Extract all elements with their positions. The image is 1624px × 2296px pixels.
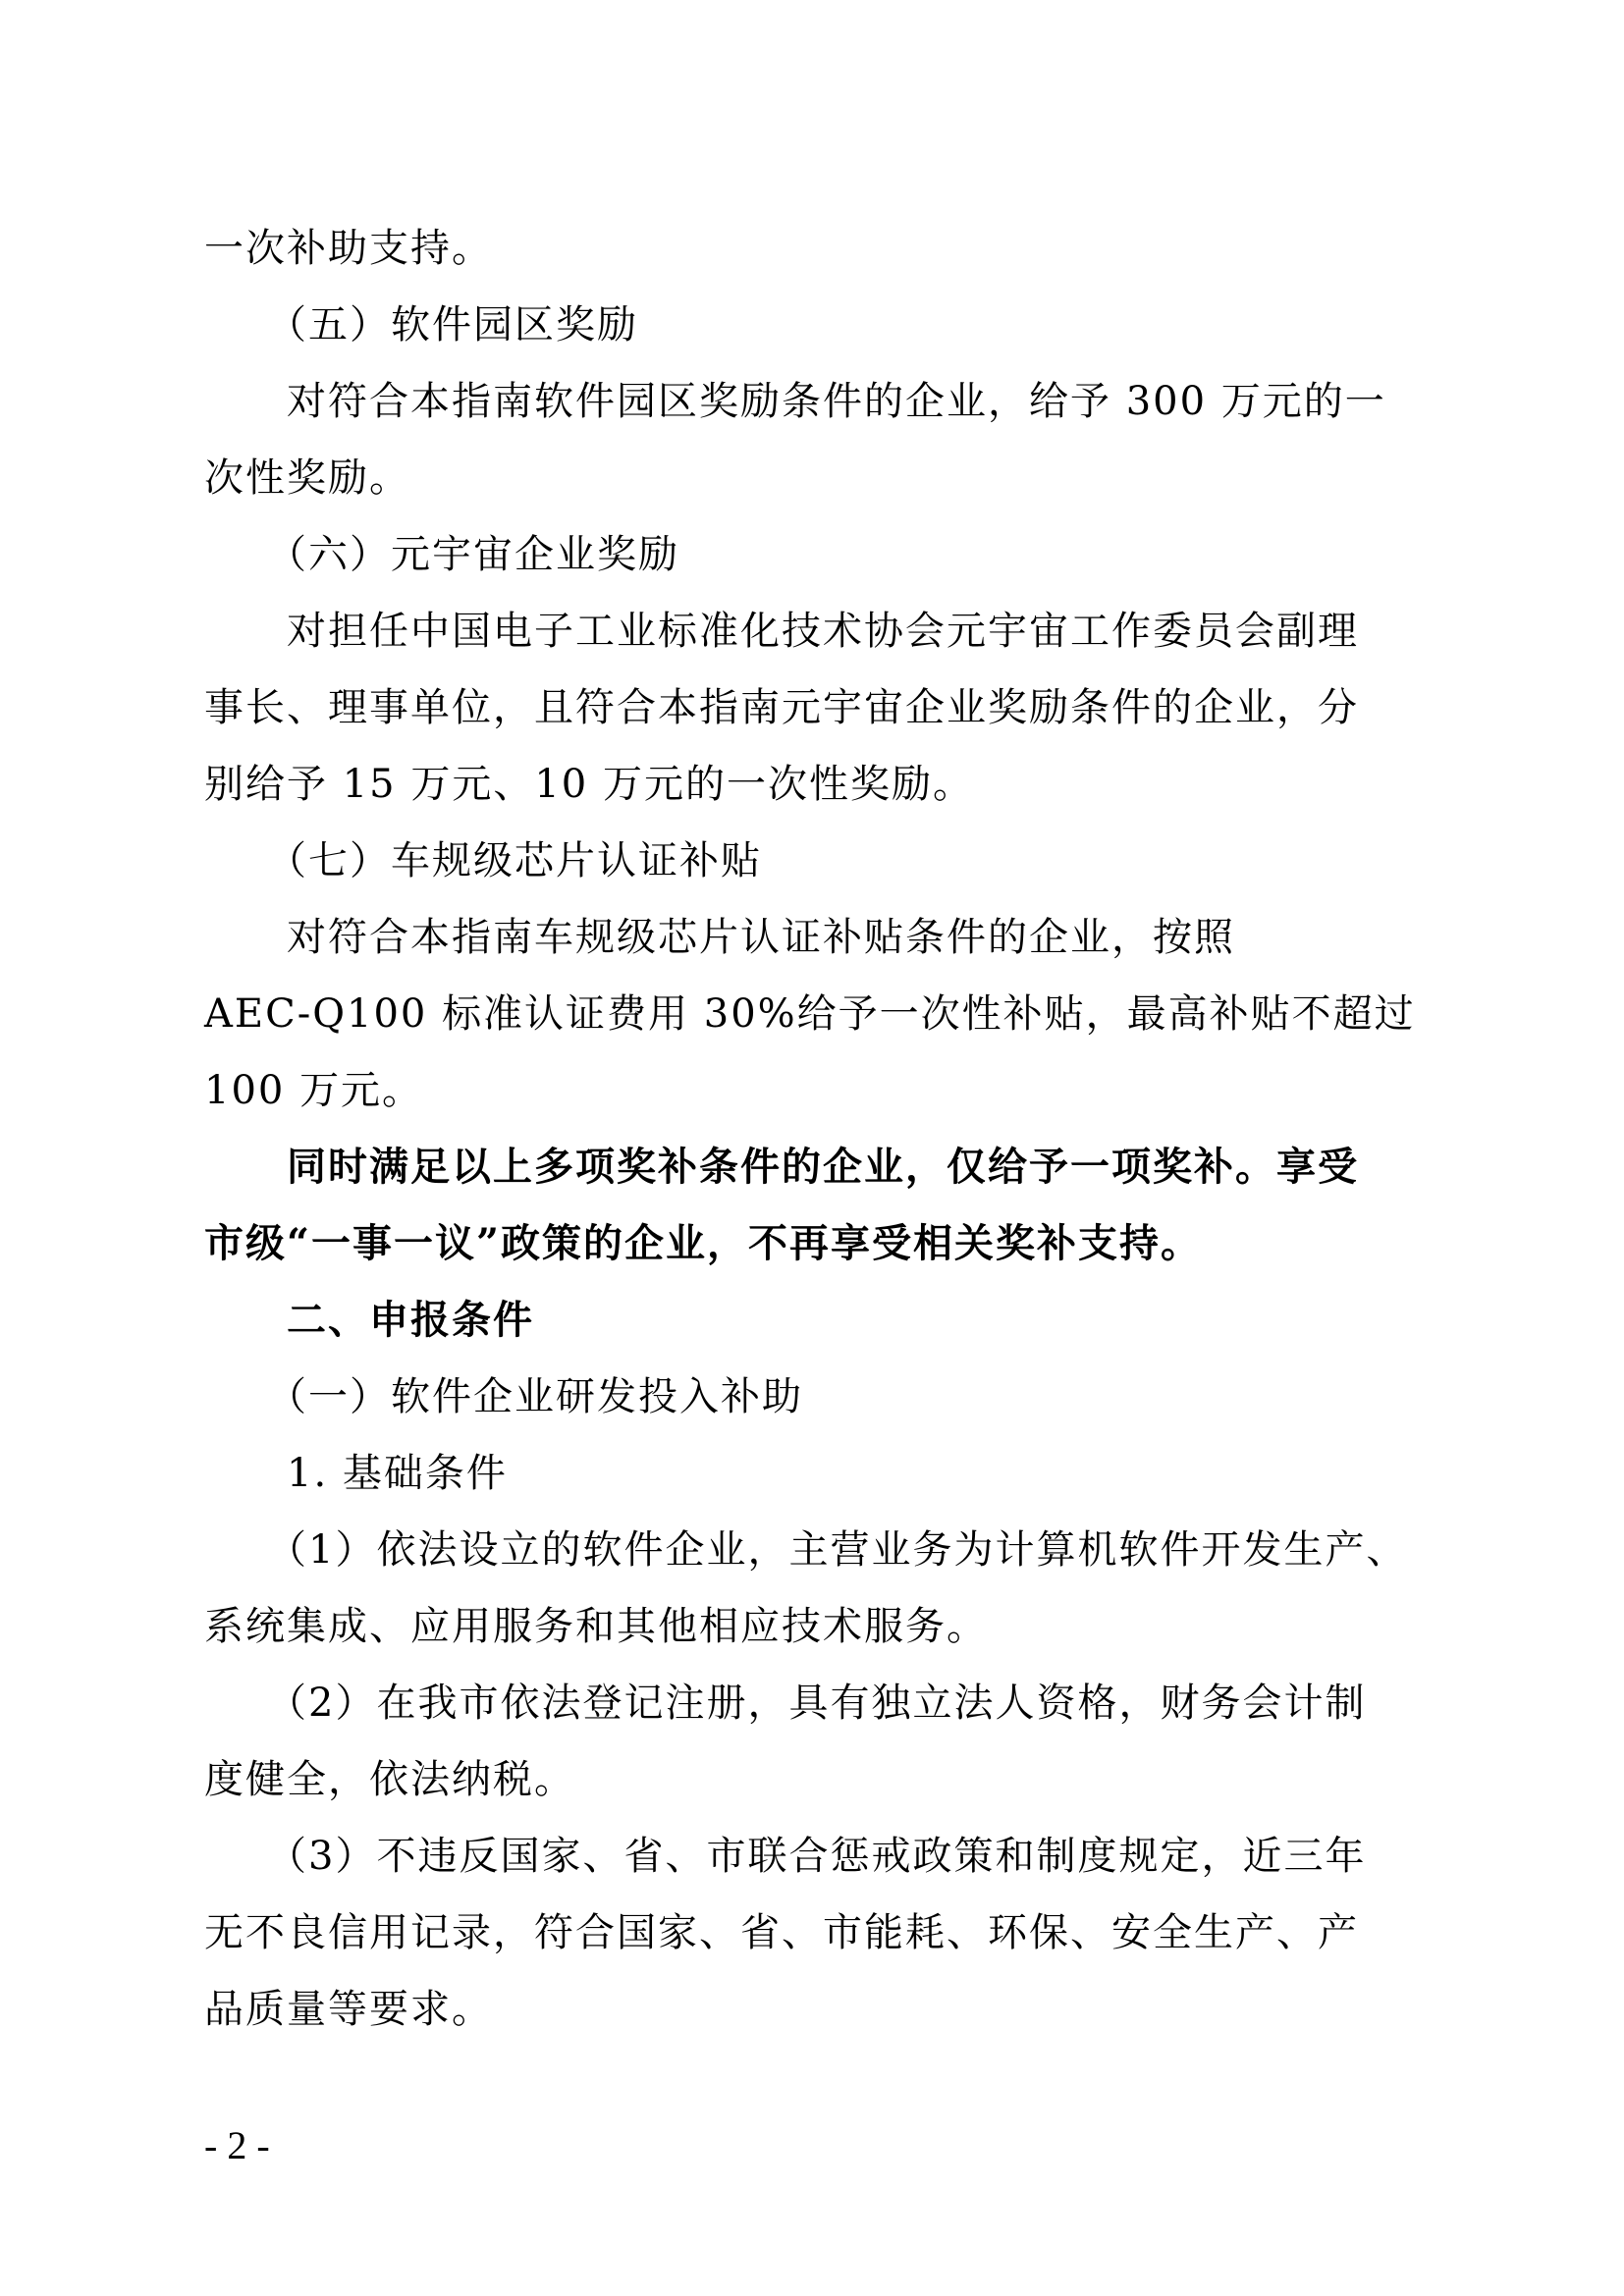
text-line: 次性奖励。 — [204, 455, 410, 501]
text-line: 100 万元。 — [204, 1068, 424, 1113]
text-line: 事长、理事单位，且符合本指南元宇宙企业奖励条件的企业，分 — [204, 685, 1359, 730]
text-line: （2）在我市依法登记注册，具有独立法人资格，财务会计制 — [204, 1681, 1367, 1726]
section-heading: （六）元宇宙企业奖励 — [204, 532, 679, 577]
emphasis-line: 市级“一事一议”政策的企业，不再享受相关奖补支持。 — [204, 1220, 1203, 1266]
text-line: 品质量等要求。 — [204, 1987, 493, 2032]
page-number: - 2 - — [204, 2123, 270, 2167]
text-line: 别给予 15 万元、10 万元的一次性奖励。 — [204, 762, 974, 807]
chapter-heading: 二、申报条件 — [204, 1297, 534, 1343]
text-line: 度健全，依法纳税。 — [204, 1757, 575, 1802]
subsection-heading: 1. 基础条件 — [204, 1451, 508, 1496]
text-line: 一次补助支持。 — [204, 226, 493, 271]
section-heading: （五）软件园区奖励 — [204, 302, 638, 347]
text-line: 对符合本指南车规级芯片认证补贴条件的企业，按照 — [204, 915, 1235, 960]
text-line: 系统集成、应用服务和其他相应技术服务。 — [204, 1604, 988, 1649]
text-line: （3）不违反国家、省、市联合惩戒政策和制度规定，近三年 — [204, 1834, 1367, 1879]
section-heading: （七）车规级芯片认证补贴 — [204, 838, 762, 883]
emphasis-line: 同时满足以上多项奖补条件的企业，仅给予一项奖补。享受 — [204, 1144, 1359, 1190]
text-line: 对担任中国电子工业标准化技术协会元宇宙工作委员会副理 — [204, 609, 1359, 654]
text-line: 无不良信用记录，符合国家、省、市能耗、环保、安全生产、产 — [204, 1910, 1359, 1955]
text-line: （1）依法设立的软件企业，主营业务为计算机软件开发生产、 — [204, 1527, 1408, 1573]
text-line: 对符合本指南软件园区奖励条件的企业，给予 300 万元的一 — [204, 379, 1386, 424]
text-line: AEC-Q100 标准认证费用 30%给予一次性补贴，最高补贴不超过 — [204, 991, 1416, 1037]
section-heading: （一）软件企业研发投入补助 — [204, 1374, 803, 1419]
